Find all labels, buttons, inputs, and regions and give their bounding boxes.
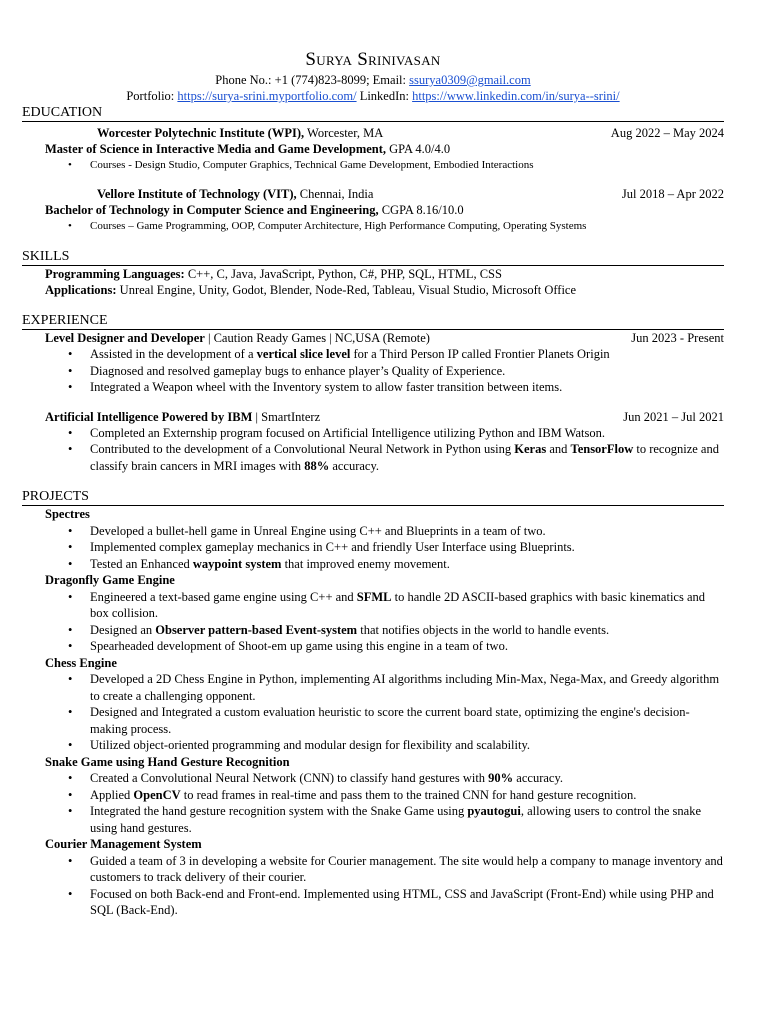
project-title: Chess Engine [45, 655, 117, 670]
job-bullet: • Completed an Externship program focused on Artificial Intelligence utilizing Python and IBM Watson. [90, 425, 724, 442]
experience-heading: EXPERIENCE [22, 312, 724, 330]
skills-heading: SKILLS [22, 248, 724, 266]
edu-school: Vellore Institute of Technology (VIT), [97, 187, 297, 201]
job-row [22, 330, 724, 346]
project-bullet: • Designed and Integrated a custom evaluation heuristic to score the current board state, optimizing the engine's decision-making process. [90, 704, 724, 737]
links-line [22, 88, 724, 104]
edu-location: Worcester, MA [304, 126, 384, 140]
phone-text: Phone No.: +1 (774)823-8099; Email: [215, 73, 410, 87]
edu-courses: • Courses - Design Studio, Computer Graphics, Technical Game Development, Embodied Interactions [90, 157, 724, 173]
applications-label: Applications: [45, 283, 117, 297]
linkedin-link[interactable]: https://www.linkedin.com/in/surya--srini/ [412, 89, 620, 103]
linkedin-label: LinkedIn: [356, 89, 413, 103]
project-title: Dragonfly Game Engine [45, 573, 175, 587]
job-role: Level Designer and Developer [45, 331, 205, 345]
candidate-name: Surya Srinivasan [305, 49, 441, 70]
edu-gpa: GPA 4.0/4.0 [386, 142, 451, 156]
skills-applications [22, 282, 724, 298]
edu-gpa: CGPA 8.16/10.0 [378, 203, 464, 217]
job-org: | Caution Ready Games | NC,USA (Remote) [204, 331, 430, 345]
education-heading: EDUCATION [22, 104, 724, 122]
contact-line [22, 72, 724, 88]
projects-heading: PROJECTS [22, 488, 724, 506]
edu-degree-line [22, 202, 724, 218]
skills-languages [22, 266, 724, 282]
project-bullet: • Applied OpenCV to read frames in real-time and pass them to the trained CNN for hand gesture recognition. [90, 787, 724, 804]
project-bullet: • Utilized object-oriented programming and modular design for flexibility and scalability. [90, 737, 724, 754]
project-bullet: • Designed an Observer pattern-based Event-system that notifies objects in the world to handle events. [90, 622, 724, 639]
resume-page [22, 48, 724, 919]
job-dates: Jun 2023 - Present [631, 331, 724, 345]
job-role: Artificial Intelligence Powered by IBM [45, 409, 253, 424]
edu-degree-line [22, 141, 724, 157]
project-bullet: • Guided a team of 3 in developing a website for Courier management. The site would help a company to manage inventory and customers to track delivery of their courier. [90, 853, 724, 886]
project-bullet: • Engineered a text-based game engine using C++ and SFML to handle 2D ASCII-based graphics with basic kinematics and box collision. [90, 589, 724, 622]
job-bullet: • Integrated a Weapon wheel with the Inventory system to allow faster transition between items. [90, 379, 724, 396]
project-bullet: • Developed a 2D Chess Engine in Python, implementing AI algorithms including Min-Max, Nega-Max, and Greedy algorithm to create a challenging opponent. [90, 671, 724, 704]
project-bullets [22, 853, 724, 919]
portfolio-link[interactable]: https://surya-srini.myportfolio.com/ [177, 89, 357, 103]
edu-degree: Master of Science in Interactive Media and Game Development, [45, 142, 387, 156]
project-bullets [22, 523, 724, 573]
languages-value: C++, C, Java, JavaScript, Python, C#, PHP, SQL, HTML, CSS [184, 267, 502, 281]
project-bullets [22, 671, 724, 754]
job-bullets [22, 425, 724, 475]
job-org: | SmartInterz [252, 409, 321, 424]
job-bullets [22, 346, 724, 396]
job-row [22, 409, 724, 425]
project-bullets [22, 589, 724, 655]
project-bullet: • Implemented complex gameplay mechanics in C++ and friendly User Interface using Blueprints. [90, 539, 724, 556]
edu-vit-row [22, 186, 724, 202]
edu-courses: • Courses – Game Programming, OOP, Computer Architecture, High Performance Computing, Operating Systems [90, 218, 724, 234]
edu-school: Worcester Polytechnic Institute (WPI), [97, 126, 305, 140]
applications-value: Unreal Engine, Unity, Godot, Blender, Node-Red, Tableau, Visual Studio, Microsoft Office [116, 283, 577, 297]
project-bullet: • Spearheaded development of Shoot-em up game using this engine in a team of two. [90, 638, 724, 655]
project-title: Snake Game using Hand Gesture Recognition [45, 754, 290, 769]
job-bullet: • Diagnosed and resolved gameplay bugs to enhance player’s Quality of Experience. [90, 363, 724, 380]
edu-courses-list [22, 218, 724, 234]
email-link[interactable]: ssurya0309@gmail.com [409, 73, 531, 87]
edu-degree: Bachelor of Technology in Computer Science and Engineering, [45, 203, 379, 217]
project-title: Courier Management System [45, 837, 202, 851]
project-bullet: • Developed a bullet-hell game in Unreal Engine using C++ and Blueprints in a team of two. [90, 523, 724, 540]
project-bullets [22, 770, 724, 836]
project-bullet: • Focused on both Back-end and Front-end. Implemented using HTML, CSS and JavaScript (Front-End) while using PHP and SQL (Back-End). [90, 886, 724, 919]
edu-dates: Jul 2018 – Apr 2022 [621, 187, 724, 201]
edu-wpi-row [22, 125, 724, 141]
job-dates: Jun 2021 – Jul 2021 [623, 409, 724, 424]
job-bullet: • Assisted in the development of a vertical slice level for a Third Person IP called Frontier Planets Origin [90, 346, 724, 363]
edu-dates: Aug 2022 – May 2024 [610, 126, 724, 140]
project-bullet: • Integrated the hand gesture recognition system with the Snake Game using pyautogui, allowing users to control the snake using hand gestures. [90, 803, 724, 836]
edu-location: Chennai, India [296, 187, 374, 201]
project-bullet: • Tested an Enhanced waypoint system that improved enemy movement. [90, 556, 724, 573]
project-title: Spectres [45, 507, 90, 521]
languages-label: Programming Languages: [45, 267, 185, 281]
edu-courses-list [22, 157, 724, 173]
job-bullet: • Contributed to the development of a Convolutional Neural Network in Python using Keras and TensorFlow to recognize and classify brain cancers in MRI images with 88% accuracy. [90, 441, 724, 474]
portfolio-label: Portfolio: [126, 89, 178, 103]
project-bullet: • Created a Convolutional Neural Network (CNN) to classify hand gestures with 90% accuracy. [90, 770, 724, 787]
